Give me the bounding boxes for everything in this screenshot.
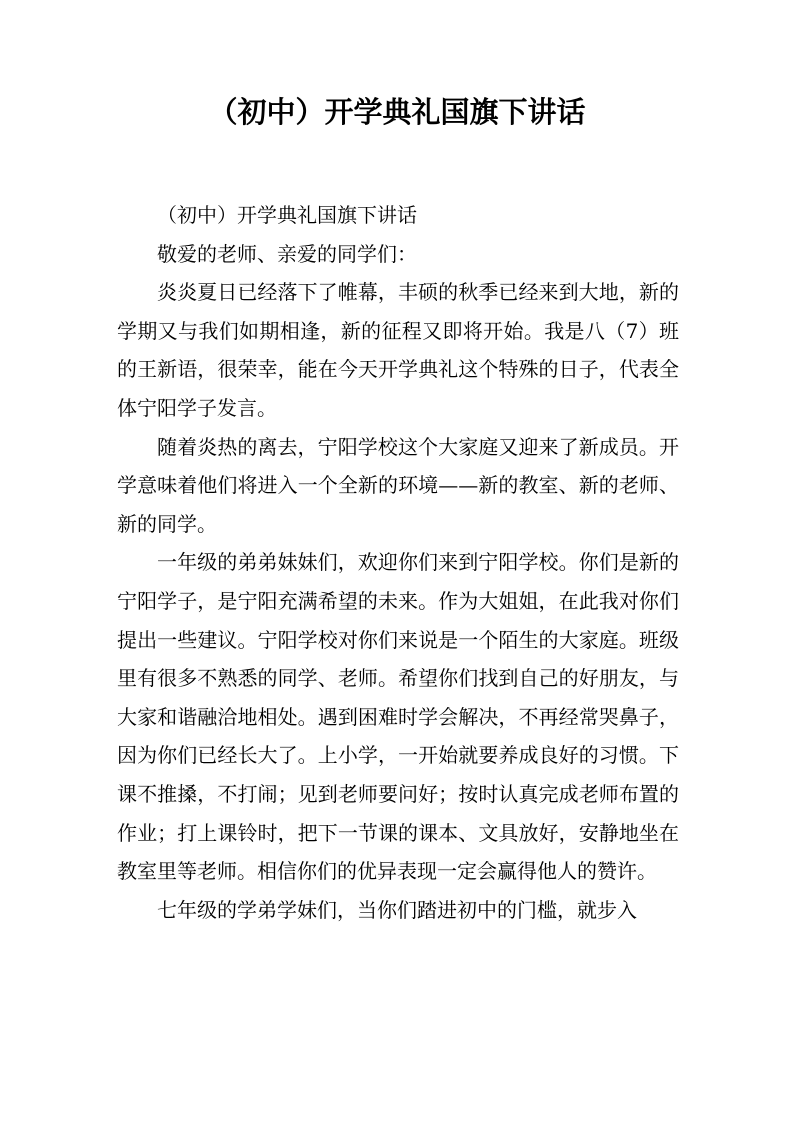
paragraph-grade-one: 一年级的弟弟妹妹们，欢迎你们来到宁阳学校。你们是新的宁阳学子，是宁阳充满希望的未来。作为大姐姐，在此我对你们提出一些建议。宁阳学校对你们来说是一个陌生的大家庭。班级里有很多不熟悉的同学、老师。希望你们找到自己的好朋友，与大家和谐融洽地相处。遇到困难时学会解决，不再经常哭鼻子，因为你们已经长大了。上小学，一开始就要养成良好的习惯。下课不推搡，不打闹；见到老师要问好；按时认真完成老师布置的作业；打上课铃时，把下一节课的课本、文具放好，安静地坐在教室里等老师。相信你们的优异表现一定会赢得他人的赞许。 bbox=[117, 550, 679, 884]
paragraph-subtitle: （初中）开学典礼国旗下讲话 bbox=[157, 203, 417, 227]
paragraph-greeting: 敬爱的老师、亲爱的同学们： bbox=[157, 241, 417, 266]
paragraph-intro: 炎炎夏日已经落下了帷幕，丰硕的秋季已经来到大地，新的学期又与我们如期相逢，新的征程又即将开始。我是八（7）班的王新语，很荣幸，能在今天开学典礼这个特殊的日子，代表全体宁阳学子发言。 bbox=[117, 280, 679, 420]
document-title: （初中）开学典礼国旗下讲话 bbox=[208, 95, 586, 129]
document-body bbox=[117, 196, 679, 929]
paragraph-grade-seven: 七年级的学弟学妹们，当你们踏进初中的门槛，就步入 bbox=[157, 897, 637, 922]
paragraph-new-members: 随着炎热的离去，宁阳学校这个大家庭又迎来了新成员。开学意味着他们将进入一个全新的环境——新的教室、新的老师、新的同学。 bbox=[117, 434, 679, 536]
